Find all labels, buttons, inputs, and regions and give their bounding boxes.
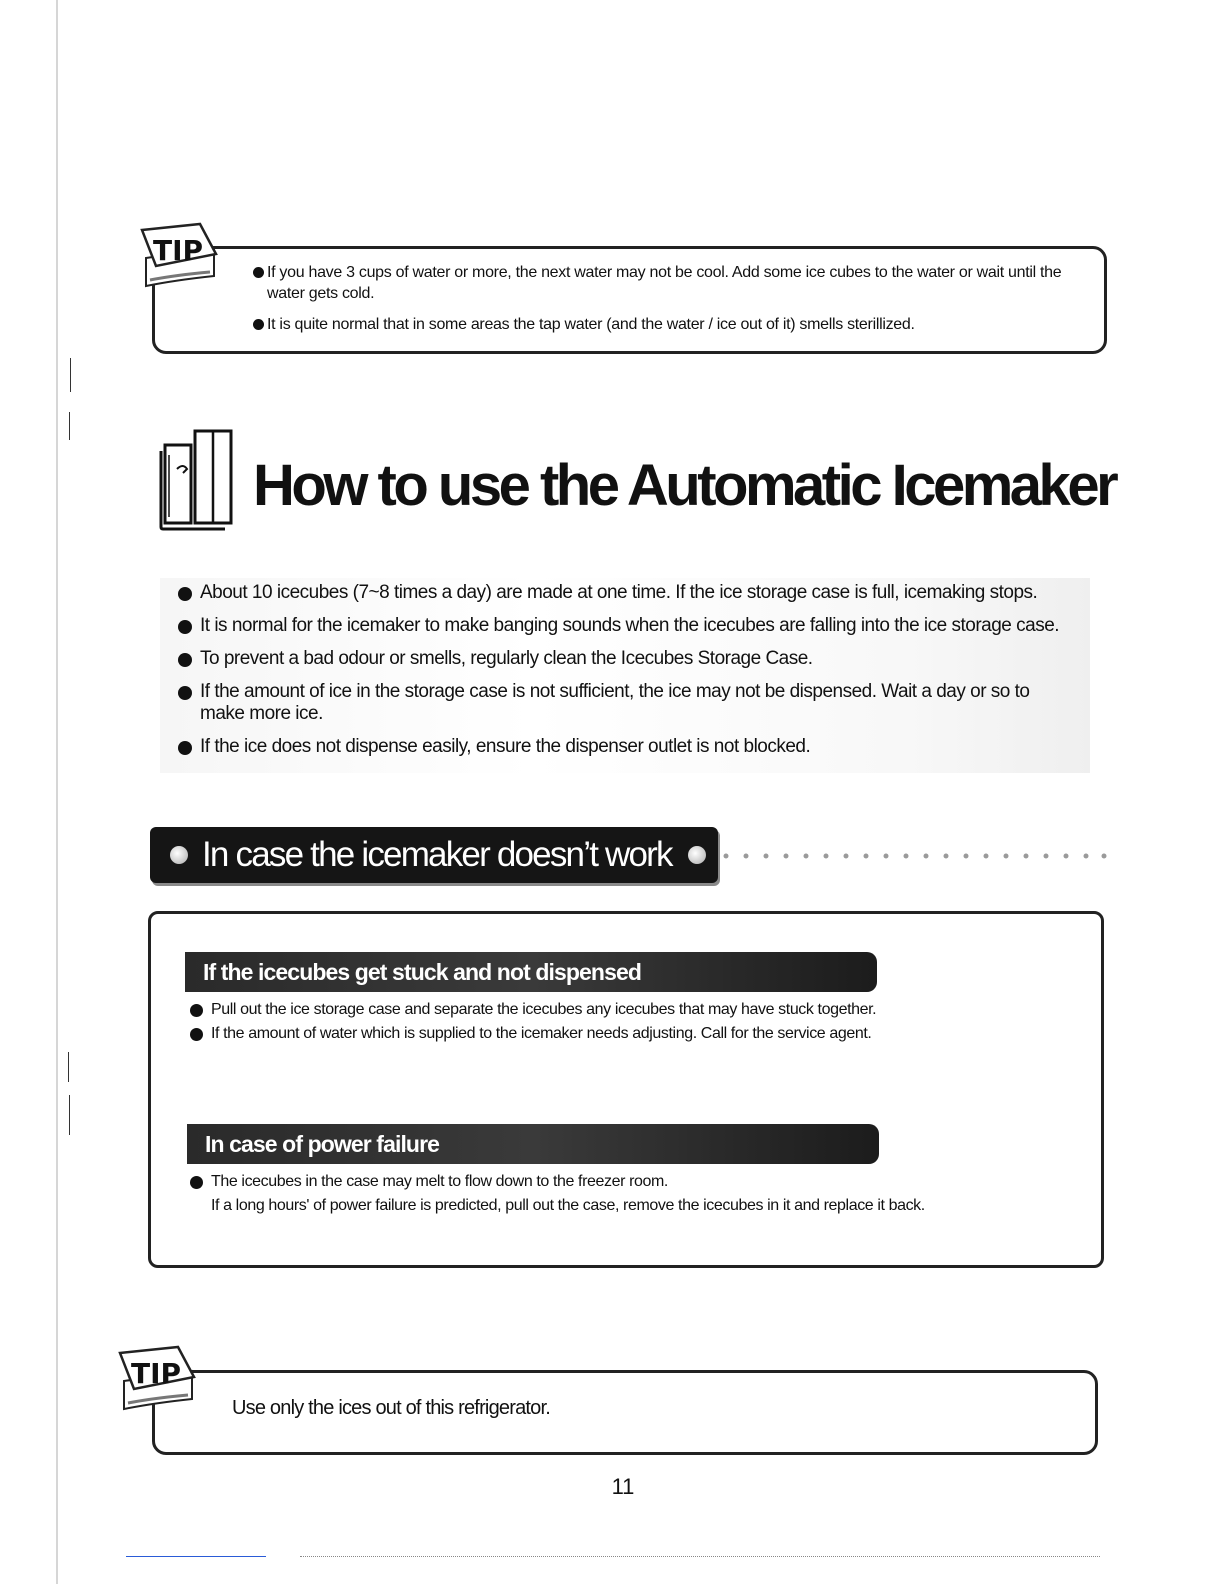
scan-edge-line	[126, 1556, 266, 1557]
tip-item: It is quite normal that in some areas the tap water (and the water / ice out of it) smells sterillized.	[253, 314, 1073, 335]
stuck-title: If the icecubes get stuck and not dispensed	[203, 958, 642, 985]
list-item: If the amount of water which is supplied to the icemaker needs adjusting. Call for the service agent.	[190, 1022, 1070, 1046]
icemaker-notes	[160, 578, 1090, 773]
list-item: It is normal for the icemaker to make banging sounds when the icecubes are falling into the ice storage case.	[178, 615, 1072, 637]
page-margin-line	[56, 0, 58, 1584]
tip-box-bottom	[152, 1370, 1098, 1455]
power-list	[190, 1170, 1070, 1218]
troubleshooting-box	[148, 911, 1104, 1268]
page-number: 11	[611, 1474, 635, 1499]
tip-badge-icon	[136, 220, 220, 296]
tip-item: If you have 3 cups of water or more, the next water may not be cool. Add some ice cubes to the water or wait until the water gets cold.	[253, 262, 1073, 304]
list-item: About 10 icecubes (7~8 times a day) are made at one time. If the ice storage case is full, icemaking stops.	[178, 582, 1072, 604]
tip-text: Use only the ices out of this refrigerator.	[232, 1397, 550, 1419]
scan-mark	[69, 1095, 70, 1135]
page-title: How to use the Automatic Icemaker	[253, 453, 1116, 518]
list-item	[190, 1170, 1070, 1218]
tip-badge-label: TIP	[131, 1357, 182, 1390]
stuck-heading	[185, 952, 877, 992]
scan-mark	[69, 412, 70, 440]
section-banner	[150, 827, 718, 883]
dotted-trail	[722, 851, 1110, 861]
bullet-dot-icon	[688, 846, 706, 864]
power-line-2: If a long hours' of power failure is predicted, pull out the case, remove the icecubes in it and replace it back.	[211, 1197, 925, 1214]
list-item: If the ice does not dispense easily, ensure the dispenser outlet is not blocked.	[178, 736, 1072, 758]
refrigerator-icon	[155, 425, 237, 533]
tip-box-top	[152, 246, 1107, 354]
tip-badge-label: TIP	[153, 234, 204, 267]
scan-mark	[70, 358, 71, 392]
power-line-1: The icecubes in the case may melt to flow down to the freezer room.	[211, 1173, 668, 1190]
power-heading	[187, 1124, 879, 1164]
stuck-list	[190, 998, 1070, 1046]
power-title: In case of power failure	[205, 1130, 440, 1157]
list-item: If the amount of ice in the storage case is not sufficient, the ice may not be dispensed. Wait a day or so to make more ice.	[178, 681, 1072, 725]
list-item: To prevent a bad odour or smells, regularly clean the Icecubes Storage Case.	[178, 648, 1072, 670]
bullet-dot-icon	[170, 846, 188, 864]
scan-edge-dots	[300, 1556, 1100, 1558]
section-title: In case the icemaker doesn’t work	[202, 835, 672, 874]
scan-mark	[68, 1052, 69, 1082]
tip-badge-icon	[114, 1343, 198, 1419]
list-item: Pull out the ice storage case and separate the icecubes any icecubes that may have stuck together.	[190, 998, 1070, 1022]
